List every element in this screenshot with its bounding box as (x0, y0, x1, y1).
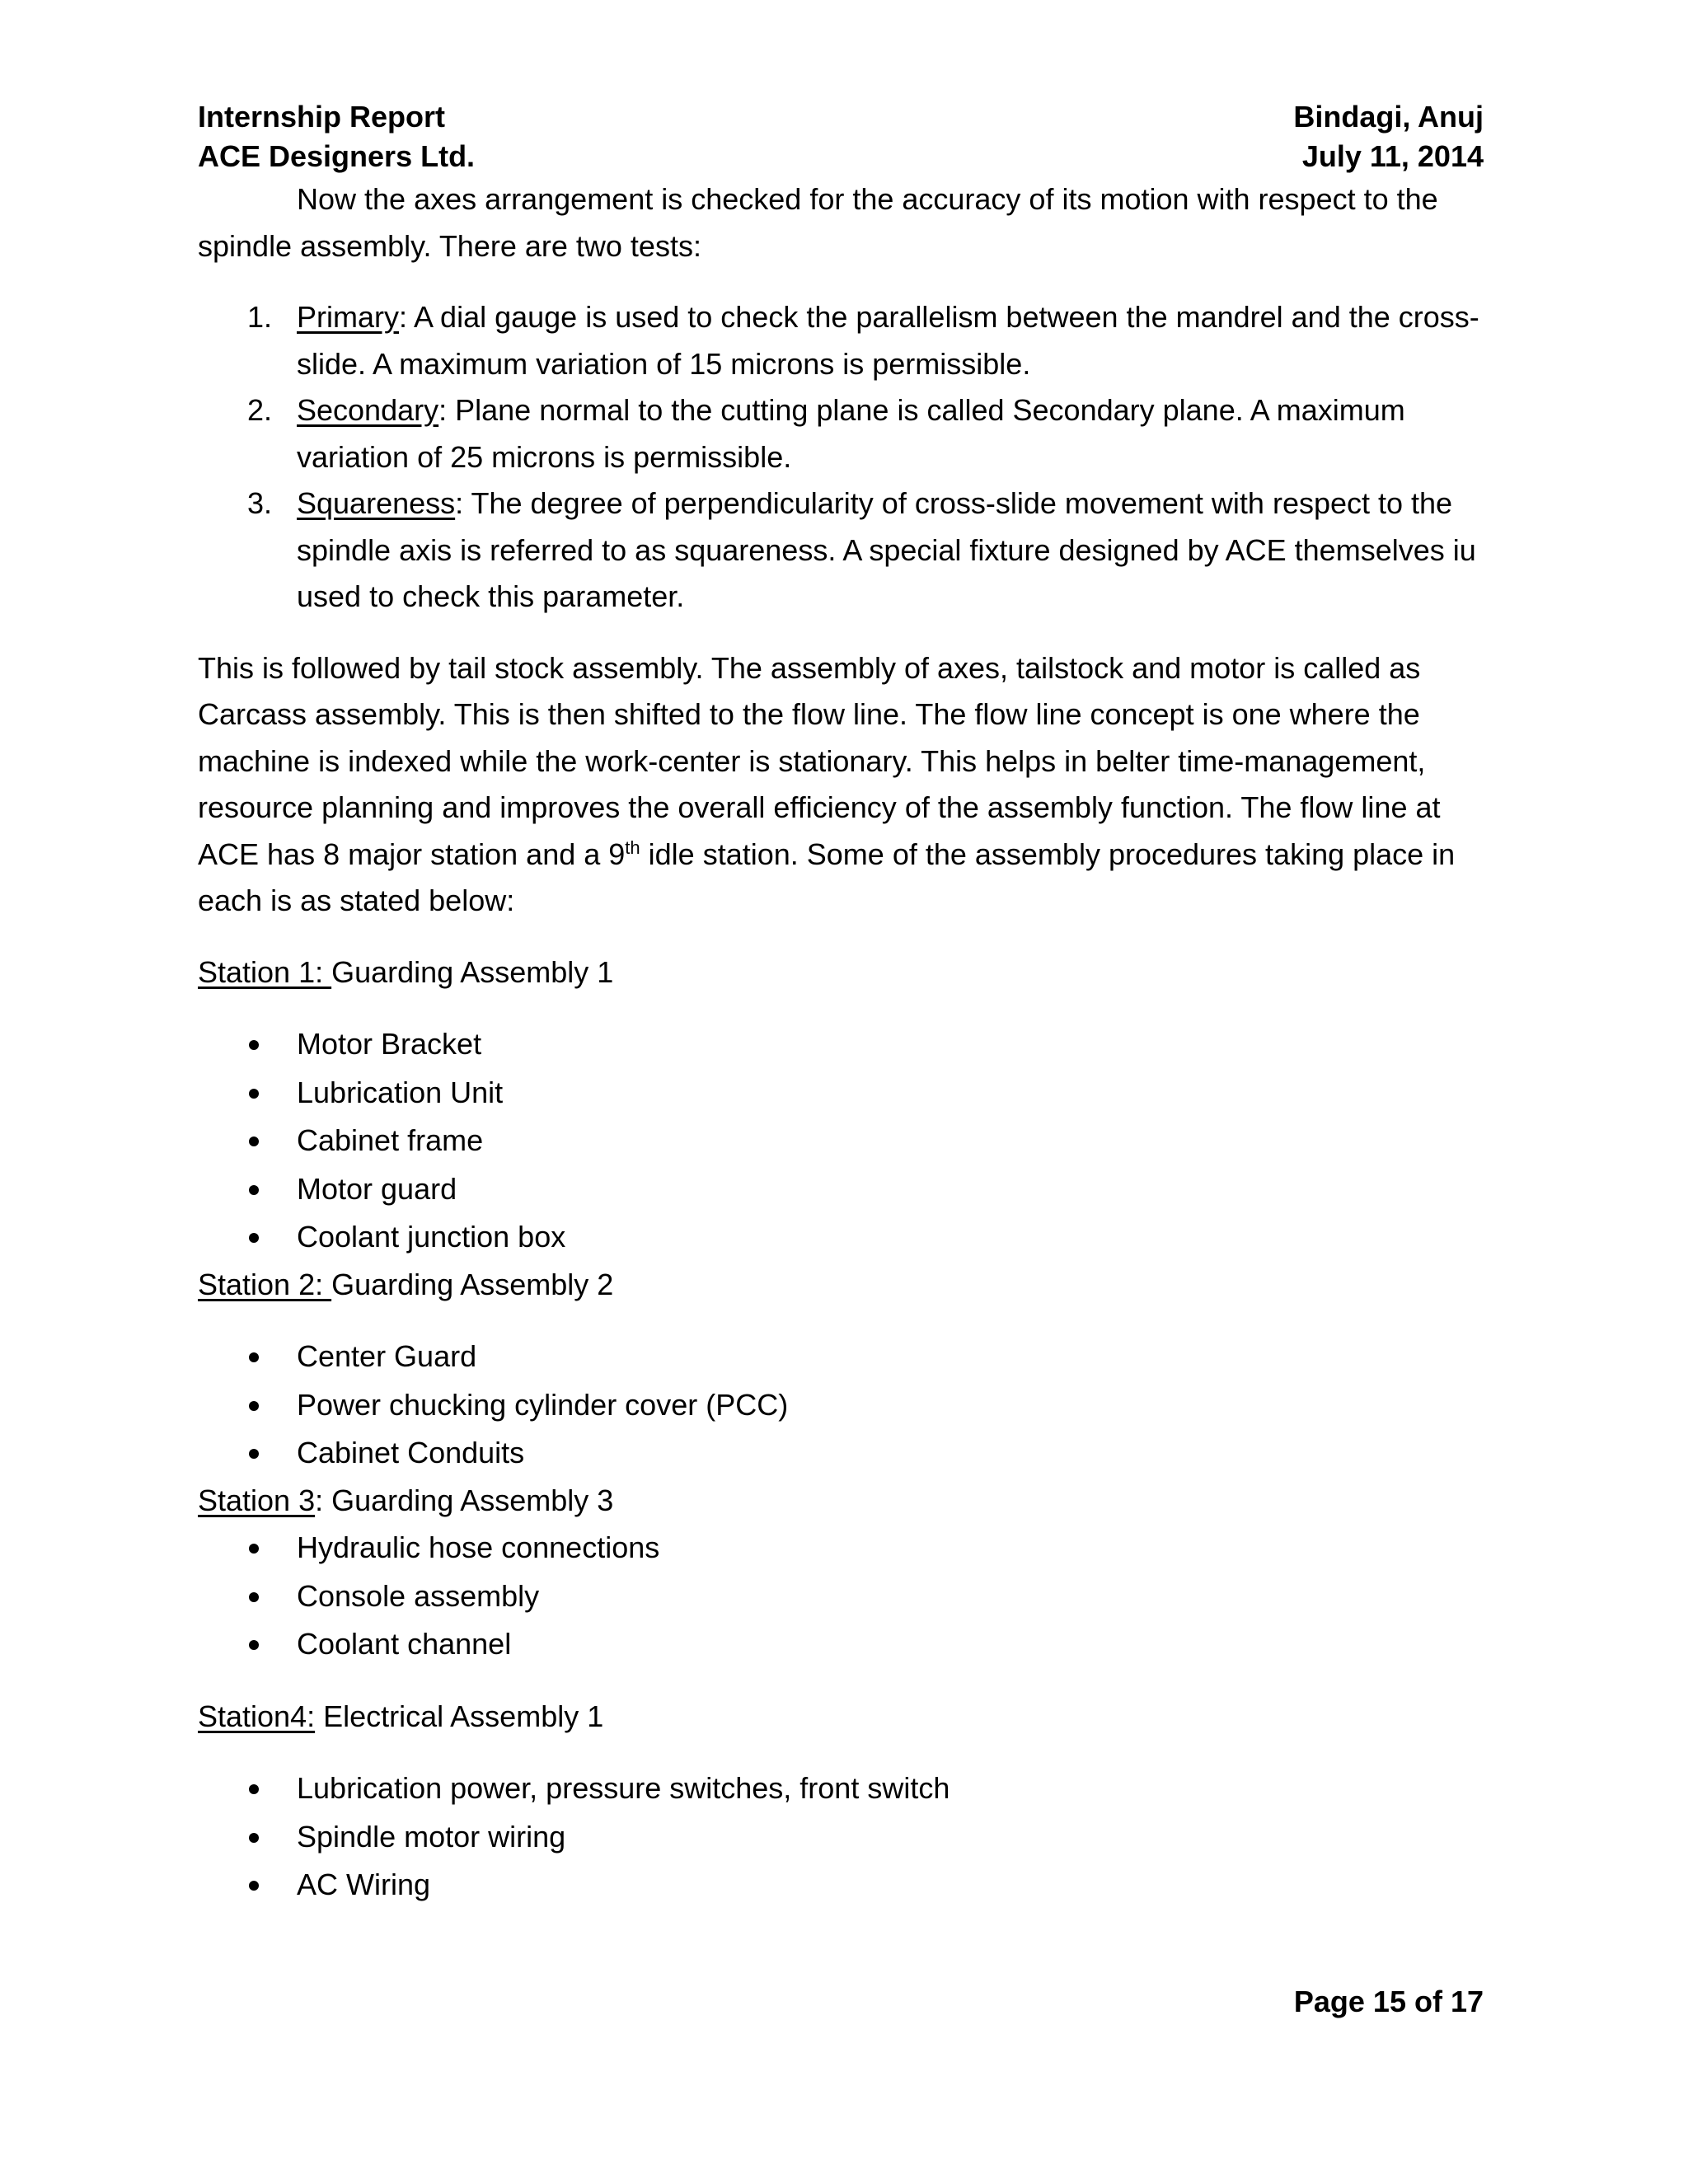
station-4-items (198, 1765, 1484, 1910)
test-text: : The degree of perpendicularity of cross-slide movement with respect to the spindle axis is referred to as squareness. A special fixture designed by ACE themselves iu used to check this parameter. (297, 486, 1476, 613)
paragraph-text: idle station. Some of the assembly procedures taking place in each is as stated below: (198, 837, 1456, 917)
item-text: Cabinet Conduits (297, 1436, 525, 1469)
list-item (198, 1765, 1484, 1813)
item-text: Hydraulic hose connections (297, 1530, 660, 1564)
bullet-icon (249, 1040, 259, 1050)
list-number: 2. (247, 393, 273, 427)
station-label: Station 1: (198, 954, 332, 989)
paragraph-text: This is followed by tail stock assembly. The assembly of axes, tailstock and motor is called as Carcass assembly. This is then shifted to the flow line. The flow line concept is one where the machine is indexed while the work-center is stationary. This helps in belter time-management, resource planning and improves the overall efficiency of the assembly function. The flow line at ACE has 8 major station and a 9 (198, 650, 1441, 871)
item-text: Coolant junction box (297, 1220, 566, 1254)
flow-line-paragraph (198, 645, 1484, 925)
bullet-icon (249, 1352, 259, 1362)
station-label: Station 2: (198, 1267, 332, 1301)
station-4-heading (198, 1694, 1484, 1741)
author-name: Bindagi, Anuj (1293, 100, 1484, 134)
bullet-icon (249, 1881, 259, 1891)
item-text: Motor Bracket (297, 1027, 482, 1061)
item-text: Coolant channel (297, 1627, 512, 1661)
item-text: Lubrication Unit (297, 1075, 504, 1109)
station-2-heading (198, 1262, 1484, 1309)
bullet-icon (249, 1784, 259, 1794)
list-item (198, 1861, 1484, 1910)
bullet-icon (249, 1592, 259, 1602)
station-3-items (198, 1524, 1484, 1669)
station-title: Electrical Assembly 1 (315, 1699, 604, 1733)
list-item (198, 1069, 1484, 1118)
report-date: July 11, 2014 (1301, 139, 1484, 173)
bullet-icon (249, 1833, 259, 1843)
station-2-items (198, 1333, 1484, 1478)
report-title: Internship Report (198, 100, 446, 134)
page-number: Page 15 of 17 (1293, 1985, 1484, 2018)
station-label: Station 3 (198, 1483, 316, 1517)
item-text: Motor guard (297, 1171, 457, 1206)
test-text: : A dial gauge is used to check the parallelism between the mandrel and the cross-slide. A maximum variation of 15 microns is permissible. (297, 300, 1479, 381)
list-item (198, 1117, 1484, 1165)
station-3-heading (198, 1478, 1484, 1525)
bullet-icon (249, 1233, 259, 1243)
tests-list (198, 294, 1484, 621)
company-name: ACE Designers Ltd. (198, 139, 476, 173)
header-row-2 (198, 137, 1484, 176)
bullet-icon (249, 1640, 259, 1650)
station-1-items (198, 1020, 1484, 1262)
test-item (198, 480, 1484, 621)
superscript: th (625, 837, 640, 858)
list-item (198, 1572, 1484, 1621)
list-item (198, 1620, 1484, 1669)
list-item (198, 1020, 1484, 1069)
test-text: : Plane normal to the cutting plane is called Secondary plane. A maximum variation of 25 microns is permissible. (297, 393, 1405, 474)
item-text: Power chucking cylinder cover (PCC) (297, 1387, 789, 1422)
list-item (198, 1333, 1484, 1381)
test-term: Primary (297, 300, 399, 334)
list-item (198, 1381, 1484, 1430)
bullet-icon (249, 1544, 259, 1554)
list-item (198, 1524, 1484, 1572)
list-item (198, 1213, 1484, 1262)
document-page (198, 97, 1484, 1910)
list-item (198, 1813, 1484, 1862)
item-text: Console assembly (297, 1578, 540, 1613)
item-text: Cabinet frame (297, 1123, 484, 1157)
test-term: Squareness (297, 486, 456, 520)
station-title: : Guarding Assembly 3 (315, 1483, 614, 1517)
bullet-icon (249, 1401, 259, 1411)
item-text: Center Guard (297, 1339, 477, 1373)
header-row-1 (198, 97, 1484, 137)
test-item (198, 387, 1484, 480)
bullet-icon (249, 1089, 259, 1099)
item-text: AC Wiring (297, 1868, 431, 1901)
test-term: Secondary (297, 393, 439, 427)
bullet-icon (249, 1185, 259, 1195)
item-text: Spindle motor wiring (297, 1819, 566, 1854)
list-number: 1. (247, 300, 273, 334)
station-title: Guarding Assembly 1 (331, 954, 614, 989)
list-number: 3. (247, 486, 273, 520)
intro-paragraph: Now the axes arrangement is checked for the accuracy of its motion with respect to the spindle assembly. There are two tests: (198, 182, 1438, 263)
test-item (198, 294, 1484, 387)
station-1-heading (198, 949, 1484, 996)
item-text: Lubrication power, pressure switches, front switch (297, 1771, 950, 1805)
list-item (198, 1429, 1484, 1478)
station-title: Guarding Assembly 2 (331, 1267, 614, 1301)
bullet-icon (249, 1449, 259, 1459)
list-item (198, 1165, 1484, 1214)
station-label: Station4: (198, 1699, 316, 1733)
bullet-icon (249, 1137, 259, 1146)
